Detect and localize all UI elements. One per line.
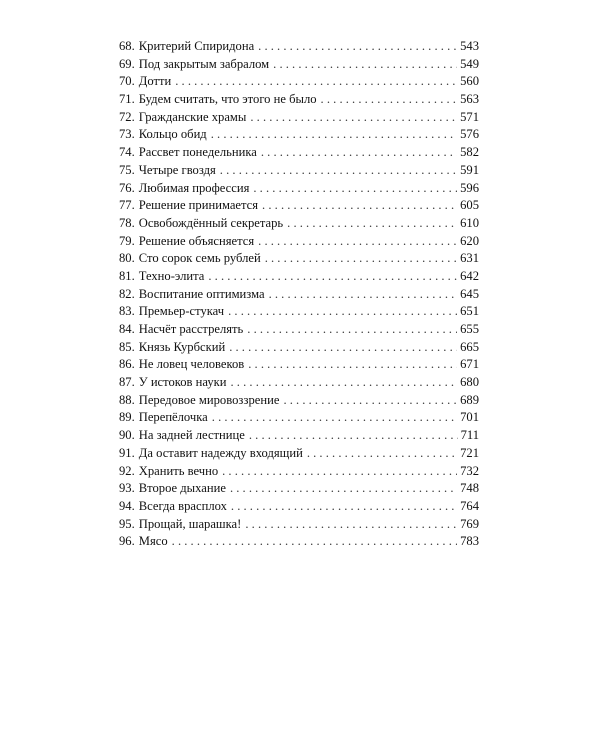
toc-entry	[119, 303, 479, 321]
toc-entry-title: Кольцо обид	[138, 127, 207, 142]
toc-entry-number: 80.	[119, 251, 135, 266]
toc-leader-dots	[250, 109, 457, 127]
toc-leader-dots	[273, 56, 457, 74]
toc-entry-page: 631	[460, 251, 479, 266]
toc-entry-number: 82.	[119, 286, 135, 301]
toc-entry-page: 665	[460, 339, 479, 354]
toc-leader-dots	[222, 463, 457, 481]
toc-entry-title: Техно-элита	[138, 268, 205, 283]
toc-entry	[119, 109, 479, 127]
toc-entry-number: 71.	[119, 92, 135, 107]
toc-entry	[119, 73, 479, 91]
toc-entry-number: 91.	[119, 445, 135, 460]
toc-entry-number: 87.	[119, 375, 135, 390]
toc-entry	[119, 498, 479, 516]
toc-leader-dots	[258, 38, 457, 56]
toc-entry	[119, 445, 479, 463]
toc-entry-number: 92.	[119, 463, 135, 478]
toc-entry-page: 642	[460, 268, 479, 283]
toc-leader-dots	[261, 144, 457, 162]
toc-entry-page: 680	[460, 375, 479, 390]
toc-entry-title: Хранить вечно	[138, 463, 219, 478]
toc-entry-title: Второе дыхание	[138, 481, 226, 496]
toc-entry-page: 560	[460, 74, 479, 89]
toc-entry	[119, 374, 479, 392]
toc-leader-dots	[228, 303, 457, 321]
toc-leader-dots	[321, 91, 458, 109]
toc-entry-number: 72.	[119, 109, 135, 124]
toc-entry-number: 86.	[119, 357, 135, 372]
toc-entry	[119, 427, 479, 445]
toc-entry-number: 73.	[119, 127, 135, 142]
toc-entry-number: 85.	[119, 339, 135, 354]
toc-entry-page: 576	[460, 127, 479, 142]
toc-leader-dots	[253, 180, 457, 198]
toc-entry-page: 769	[460, 516, 479, 531]
toc-entry-page: 701	[460, 410, 479, 425]
toc-leader-dots	[287, 215, 457, 233]
toc-entry-page: 783	[460, 534, 479, 549]
toc-entry-number: 88.	[119, 392, 135, 407]
toc-leader-dots	[208, 268, 457, 286]
toc-entry	[119, 56, 479, 74]
toc-entry	[119, 339, 479, 357]
toc-entry-title: Рассвет понедельника	[138, 145, 257, 160]
toc-entry-title: Всегда врасплох	[138, 498, 227, 513]
toc-entry-page: 711	[460, 428, 479, 443]
toc-entry-page: 721	[460, 445, 479, 460]
toc-entry-page: 651	[460, 304, 479, 319]
toc-entry-title: Не ловец человеков	[138, 357, 245, 372]
toc-entry	[119, 286, 479, 304]
toc-entry-title: Да оставит надежду входящий	[138, 445, 303, 460]
toc-entry	[119, 233, 479, 251]
toc-entry-number: 95.	[119, 516, 135, 531]
toc-entry-number: 78.	[119, 215, 135, 230]
toc-entry-page: 605	[460, 198, 479, 213]
toc-entry-title: Передовое мировоззрение	[138, 392, 280, 407]
toc-entry-title: Перепёлочка	[138, 410, 208, 425]
table-of-contents	[119, 38, 479, 551]
toc-entry-title: Прощай, шарашка!	[138, 516, 242, 531]
toc-entry-number: 70.	[119, 74, 135, 89]
toc-entry-number: 77.	[119, 198, 135, 213]
toc-leader-dots	[229, 339, 457, 357]
toc-entry-number: 83.	[119, 304, 135, 319]
toc-entry-page: 764	[460, 498, 479, 513]
toc-entry-title: Сто сорок семь рублей	[138, 251, 261, 266]
toc-entry-page: 671	[460, 357, 479, 372]
toc-entry-title: Воспитание оптимизма	[138, 286, 265, 301]
toc-entry-number: 96.	[119, 534, 135, 549]
toc-leader-dots	[175, 73, 457, 91]
toc-leader-dots	[245, 516, 457, 534]
toc-entry-page: 732	[460, 463, 479, 478]
toc-leader-dots	[247, 321, 457, 339]
toc-entry-title: Гражданские храмы	[138, 109, 247, 124]
toc-entry-title: Дотти	[138, 74, 172, 89]
toc-entry-page: 620	[460, 233, 479, 248]
toc-entry-number: 76.	[119, 180, 135, 195]
toc-leader-dots	[249, 427, 458, 445]
toc-entry-number: 81.	[119, 268, 135, 283]
toc-entry-title: Под закрытым забралом	[138, 56, 270, 71]
toc-entry	[119, 480, 479, 498]
toc-entry	[119, 91, 479, 109]
toc-leader-dots	[258, 233, 457, 251]
toc-entry-title: На задней лестнице	[138, 428, 245, 443]
toc-entry-title: Премьер-стукач	[138, 304, 225, 319]
toc-entry-title: Четыре гвоздя	[138, 162, 216, 177]
toc-leader-dots	[248, 356, 457, 374]
toc-entry	[119, 126, 479, 144]
toc-entry-title: Критерий Спиридона	[138, 39, 255, 53]
toc-entry	[119, 533, 479, 551]
toc-leader-dots	[265, 250, 457, 268]
toc-entry-page: 748	[460, 481, 479, 496]
toc-entry-page: 543	[460, 39, 479, 53]
toc-entry-page: 645	[460, 286, 479, 301]
toc-leader-dots	[230, 480, 457, 498]
toc-leader-dots	[262, 197, 457, 215]
toc-entry-page: 549	[460, 56, 479, 71]
toc-entry-title: Решение объясняется	[138, 233, 255, 248]
toc-entry	[119, 38, 479, 56]
toc-entry-page: 610	[460, 215, 479, 230]
toc-leader-dots	[269, 286, 458, 304]
toc-leader-dots	[220, 162, 457, 180]
toc-entry-number: 84.	[119, 322, 135, 336]
toc-entry-number: 90.	[119, 428, 135, 443]
toc-entry-number: 89.	[119, 410, 135, 425]
toc-entry	[119, 268, 479, 286]
toc-entry-title: Будем считать, что этого не было	[138, 92, 317, 107]
toc-entry-number: 75.	[119, 162, 135, 177]
toc-leader-dots	[211, 126, 457, 144]
toc-entry	[119, 162, 479, 180]
toc-entry-title: Князь Курбский	[138, 339, 226, 354]
toc-entry-number: 68.	[119, 39, 135, 53]
toc-entry-page: 571	[460, 109, 479, 124]
toc-leader-dots	[172, 533, 457, 551]
toc-leader-dots	[307, 445, 457, 463]
toc-entry-title: Решение принимается	[138, 198, 259, 213]
toc-entry-title: Любимая профессия	[138, 180, 250, 195]
toc-leader-dots	[231, 498, 457, 516]
toc-entry	[119, 250, 479, 268]
toc-entry-number: 93.	[119, 481, 135, 496]
toc-leader-dots	[283, 392, 457, 410]
toc-entry-number: 69.	[119, 56, 135, 71]
toc-entry-number: 79.	[119, 233, 135, 248]
toc-entry-page: 655	[460, 322, 479, 336]
toc-entry-page: 689	[460, 392, 479, 407]
toc-entry-title: Мясо	[138, 534, 168, 549]
toc-entry-page: 563	[460, 92, 479, 107]
toc-entry	[119, 215, 479, 233]
toc-entry-page: 591	[460, 162, 479, 177]
toc-entry	[119, 321, 479, 339]
toc-entry-title: У истоков науки	[138, 375, 227, 390]
toc-entry-number: 74.	[119, 145, 135, 160]
toc-entry	[119, 392, 479, 410]
toc-entry-title: Насчёт расстрелять	[138, 322, 244, 336]
toc-entry	[119, 180, 479, 198]
toc-entry	[119, 409, 479, 427]
toc-entry	[119, 356, 479, 374]
toc-entry	[119, 197, 479, 215]
toc-entry-title: Освобождённый секретарь	[138, 215, 284, 230]
toc-entry	[119, 144, 479, 162]
toc-entry-page: 596	[460, 180, 479, 195]
toc-entry	[119, 463, 479, 481]
toc-entry	[119, 516, 479, 534]
toc-entry-number: 94.	[119, 498, 135, 513]
toc-entry-page: 582	[460, 145, 479, 160]
toc-leader-dots	[212, 409, 457, 427]
toc-leader-dots	[231, 374, 458, 392]
